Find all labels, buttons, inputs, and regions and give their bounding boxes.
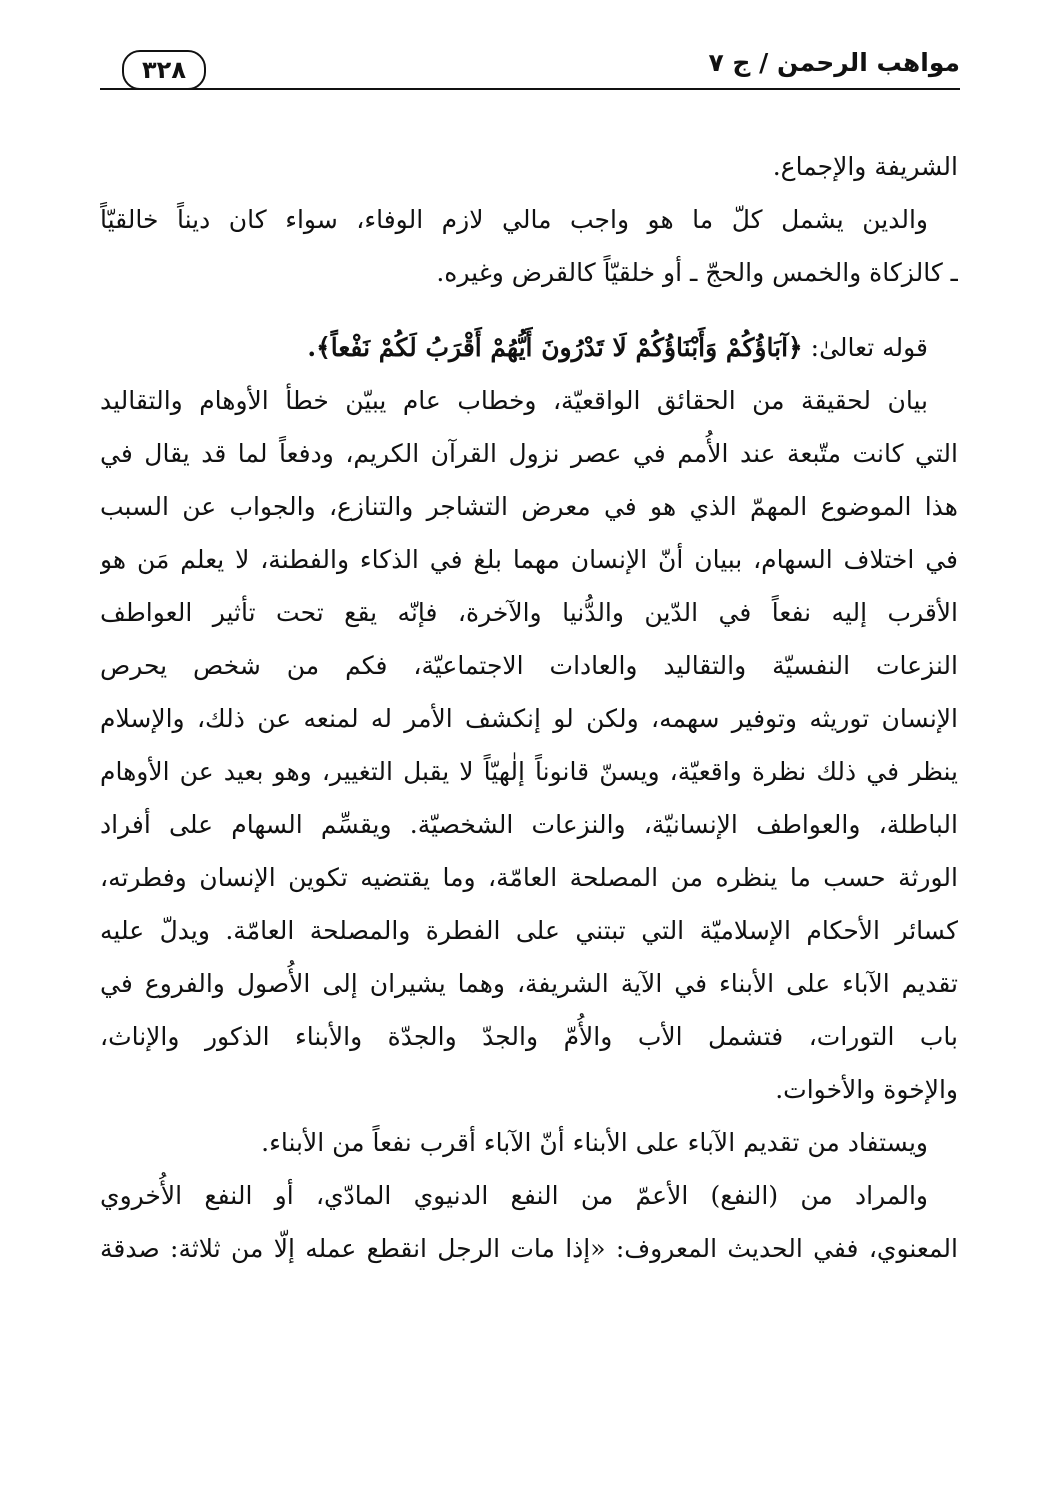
text-line: التي كانت متّبعة عند الأُمم في عصر نزول القرآن الكريم، ودفعاً لما قد يقال في: [100, 439, 958, 468]
page-header: [100, 40, 960, 100]
text-line: والإخوة والأخوات.: [775, 1075, 958, 1104]
text-line: تقديم الآباء على الأبناء في الآية الشريفة، وهما يشيران إلى الأُصول والفروع في: [100, 969, 958, 998]
text-line: هذا الموضوع المهمّ الذي هو في معرض التشاجر والتنازع، والجواب عن السبب: [100, 492, 958, 521]
book-title: مواهب الرحمن / ج ٧: [708, 48, 960, 77]
text-line: الشريفة والإجماع.: [772, 152, 958, 181]
text-line: والمراد من (النفع) الأعمّ من النفع الدنيوي المادّي، أو النفع الأُخروي: [100, 1181, 928, 1210]
text-line: الإنسان توريثه وتوفير سهمه، ولكن لو إنكشف الأمر له لمنعه عن ذلك، والإسلام: [100, 704, 958, 733]
text-line: ينظر في ذلك نظرة واقعيّة، ويسنّ قانوناً إلٰهيّاً لا يقبل التغيير، وهو بعيد عن الأوهام: [100, 757, 958, 786]
quran-verse: ﴿آبَاؤُكُمْ وَأَبْنَاؤُكُمْ لَا تَدْرُونَ أَيُّهُمْ أَقْرَبُ لَكُمْ نَفْعاً﴾.: [307, 333, 803, 362]
text-line: الباطلة، والعواطف الإنسانيّة، والنزعات الشخصيّة. ويقسِّم السهام على أفراد: [100, 810, 958, 839]
text-line: كسائر الأحكام الإسلاميّة التي تبتني على الفطرة والمصلحة العامّة. ويدلّ عليه: [100, 916, 958, 945]
page-number: ٣٢٨: [122, 50, 206, 90]
text-line: في اختلاف السهام، ببيان أنّ الإنسان مهما بلغ في الذكاء والفطنة، لا يعلم مَن هو: [100, 545, 958, 574]
text-line: والدين يشمل كلّ ما هو واجب مالي لازم الوفاء، سواء كان ديناً خالقيّاً: [100, 205, 928, 234]
text-line: الورثة حسب ما ينظره من المصلحة العامّة، وما يقتضيه تكوين الإنسان وفطرته،: [100, 863, 958, 892]
text-line: النزعات النفسيّة والتقاليد والعادات الاجتماعيّة، فكم من شخص يحرص: [100, 651, 958, 680]
text-line: باب التورات، فتشمل الأب والأُمّ والجدّ والجدّة والأبناء الذكور والإناث،: [100, 1022, 958, 1051]
text-line: ويستفاد من تقديم الآباء على الأبناء أنّ الآباء أقرب نفعاً من الأبناء.: [261, 1128, 928, 1157]
text-line: المعنوي، ففي الحديث المعروف: «إذا مات الرجل انقطع عمله إلّا من ثلاثة: صدقة: [100, 1234, 958, 1263]
text-line: بيان لحقيقة من الحقائق الواقعيّة، وخطاب عام يبيّن خطأ الأوهام والتقاليد: [100, 386, 928, 415]
verse-line: [100, 321, 958, 374]
text-line: الأقرب إليه نفعاً في الدّين والدُّنيا والآخرة، فإنّه يقع تحت تأثير العواطف: [100, 598, 958, 627]
paragraph-gap: [100, 299, 958, 321]
header-rule: [100, 88, 960, 90]
page-body: [100, 140, 958, 1275]
verse-intro: قوله تعالىٰ:: [810, 333, 928, 362]
text-line: ـ كالزكاة والخمس والحجّ ـ أو خلقيّاً كالقرض وغيره.: [436, 258, 958, 287]
